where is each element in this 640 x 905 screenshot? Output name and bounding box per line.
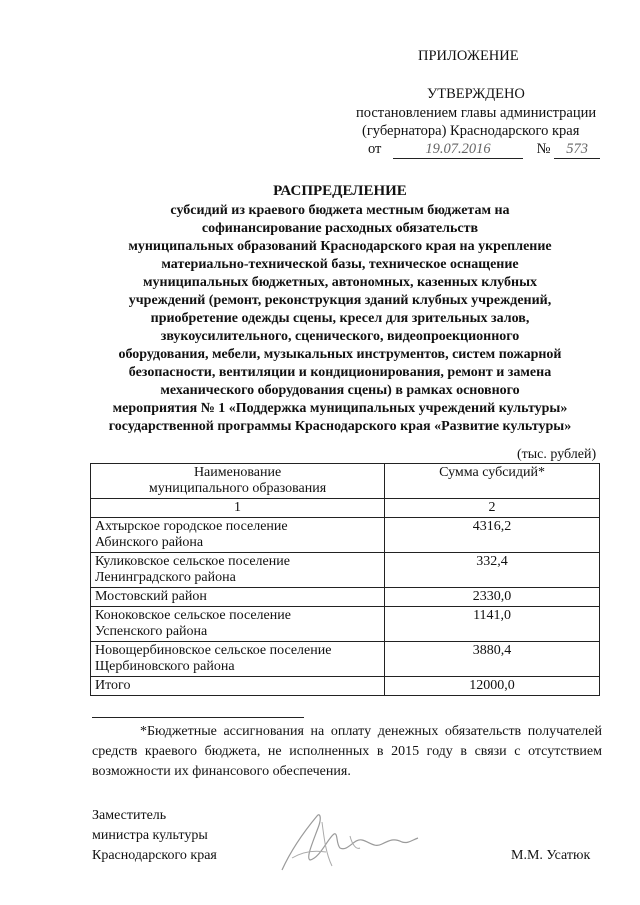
signatory-title-line: министра культуры	[92, 828, 208, 843]
title-line: безопасности, вентиляции и кондиционирования, ремонт и замена	[128, 365, 552, 380]
title-heading: РАСПРЕДЕЛЕНИЕ	[273, 183, 407, 199]
row-amount: 332,4	[385, 553, 600, 588]
col-name-header-line: Наименование	[193, 465, 282, 480]
signatory-name: М.М. Усатюк	[511, 848, 591, 863]
title-line: муниципальных бюджетных, автономных, казенных клубных	[142, 275, 537, 290]
row-name-line: Ахтырское городское поселение	[95, 519, 288, 534]
row-name-line: Новощербиновское сельское поселение	[95, 643, 332, 658]
total-amount: 12000,0	[385, 677, 600, 696]
title-line: государственной программы Краснодарского края «Развитие культуры»	[108, 419, 572, 434]
row-name-line: Мостовский район	[95, 589, 207, 604]
table-header-row	[91, 464, 600, 499]
table-row	[91, 553, 600, 588]
col-name-header-line: муниципального образования	[148, 481, 327, 496]
row-amount: 2330,0	[385, 588, 600, 607]
footnote-divider	[92, 717, 304, 718]
signatory-title-line: Заместитель	[92, 808, 167, 823]
col-number-2: 2	[385, 499, 600, 518]
row-name-line: Ленинградского района	[95, 570, 236, 585]
row-name-line: Успенского района	[95, 624, 208, 639]
title-line: приобретение одежды сцены, кресел для зрительных залов,	[150, 311, 530, 326]
table-unit: (тыс. рублей)	[517, 447, 597, 462]
col-number-1: 1	[91, 499, 385, 518]
footnote	[92, 722, 602, 782]
signatory-title	[92, 806, 217, 866]
number-value: 573	[554, 140, 600, 159]
table-row	[91, 607, 600, 642]
row-amount: 4316,2	[385, 518, 600, 553]
row-name	[91, 642, 385, 677]
table-row	[91, 588, 600, 607]
footnote-text: *Бюджетные ассигнования на оплату денежных обязательств получателей средств краевого бюджета, не исполненных в 2015 году в связи с отсутствием возможности их финансового обеспечения.	[92, 724, 602, 779]
date-prefix: от	[368, 141, 382, 157]
col-amount-header: Сумма субсидий*	[385, 464, 600, 499]
row-amount: 1141,0	[385, 607, 600, 642]
title-line: муниципальных образований Краснодарского края на укрепление	[128, 239, 552, 254]
approved-label: УТВЕРЖДЕНО	[427, 86, 525, 102]
decree-date-line	[368, 140, 600, 159]
appendix-label: ПРИЛОЖЕНИЕ	[418, 48, 519, 64]
title-line: материально-технической базы, техническое оснащение	[161, 257, 519, 272]
number-prefix: №	[536, 141, 551, 157]
row-name	[91, 607, 385, 642]
table-total-row	[91, 677, 600, 696]
table-number-row	[91, 499, 600, 518]
title-line: оборудования, мебели, музыкальных инструментов, систем пожарной	[118, 347, 562, 362]
title-line: софинансирование расходных обязательств	[201, 221, 479, 236]
row-name	[91, 518, 385, 553]
title-line: мероприятия № 1 «Поддержка муниципальных учреждений культуры»	[112, 401, 568, 416]
total-label: Итого	[91, 677, 385, 696]
row-amount: 3880,4	[385, 642, 600, 677]
table-row	[91, 642, 600, 677]
row-name	[91, 553, 385, 588]
row-name-line: Абинского района	[95, 535, 204, 550]
table-row	[91, 518, 600, 553]
row-name-line: Щербиновского района	[95, 659, 235, 674]
row-name-line: Коноковское сельское поселение	[95, 608, 291, 623]
subsidy-table	[90, 463, 600, 696]
title-line: механического оборудования сцены) в рамках основного	[160, 383, 520, 398]
approved-line-2: (губернатора) Краснодарского края	[362, 123, 580, 139]
title-line: звукоусилительного, сценического, видеопроекционного	[160, 329, 520, 344]
handwritten-signature	[262, 808, 432, 878]
row-name-line: Куликовское сельское поселение	[95, 554, 290, 569]
signatory-title-line: Краснодарского края	[92, 848, 217, 863]
row-name	[91, 588, 385, 607]
approved-line-1: постановлением главы администрации	[356, 105, 597, 121]
document-title	[70, 182, 610, 436]
date-value: 19.07.2016	[393, 140, 523, 159]
title-line: субсидий из краевого бюджета местным бюджетам на	[170, 203, 510, 218]
col-name-header	[91, 464, 385, 499]
title-line: учреждений (ремонт, реконструкция зданий клубных учреждений,	[128, 293, 552, 308]
